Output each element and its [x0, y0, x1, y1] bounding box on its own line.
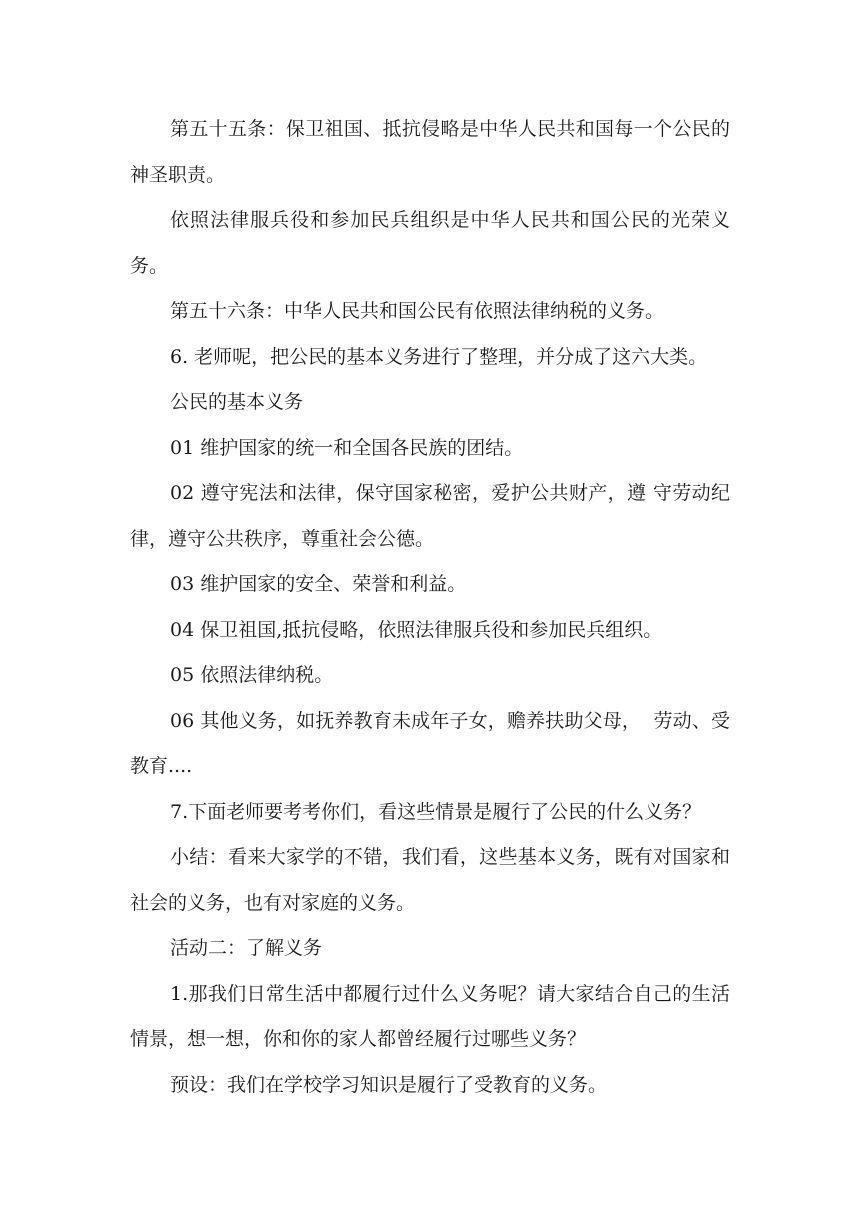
paragraph-expected-answer: 预设：我们在学校学习知识是履行了受教育的义务。: [170, 1073, 608, 1096]
paragraph-activity-two: 活动二：了解义务: [170, 937, 323, 959]
paragraph-conclusion: 小结：看来大家学的不错，我们看，这些基本义务，既有对国家和社会的义务，也有对家庭的义务。: [130, 846, 730, 914]
paragraph-military-service: 依照法律服兵役和参加民兵组织是中华人民共和国公民的光荣义务。: [130, 209, 730, 277]
paragraph-duty-03: 03 维护国家的安全、荣誉和利益。: [170, 573, 467, 595]
paragraph-quiz: 7.下面老师要考考你们，看这些情景是履行了公民的什么义务？: [170, 800, 702, 823]
paragraph-duty-06: 06 其他义务，如抚养教育未成年子女，赡养扶助父母， 劳动、受教育....: [130, 709, 730, 777]
paragraph-article-55: 第五十五条：保卫祖国、抵抗侵略是中华人民共和国每一个公民的神圣职责。: [130, 118, 730, 186]
paragraph-duty-05: 05 依照法律纳税。: [170, 664, 334, 686]
paragraph-duties-heading: 公民的基本义务: [170, 391, 304, 413]
paragraph-question-1: 1.那我们日常生活中都履行过什么义务呢？请大家结合自己的生活情景，想一想，你和你的家人都曾经履行过哪些义务？: [130, 982, 730, 1050]
paragraph-article-56: 第五十六条：中华人民共和国公民有依照法律纳税的义务。: [170, 300, 665, 322]
paragraph-duty-04: 04 保卫祖国,抵抗侵略，依照法律服兵役和参加民兵组织。: [170, 618, 663, 641]
document-body: [130, 107, 730, 1108]
paragraph-duty-02: 02 遵守宪法和法律，保守国家秘密，爱护公共财产，遵 守劳动纪律，遵守公共秩序，尊重社会公德。: [130, 482, 730, 550]
paragraph-duty-01: 01 维护国家的统一和全国各民族的团结。: [170, 436, 524, 459]
paragraph-teacher-summary: 6. 老师呢，把公民的基本义务进行了整理，并分成了这六大类。: [170, 345, 708, 368]
